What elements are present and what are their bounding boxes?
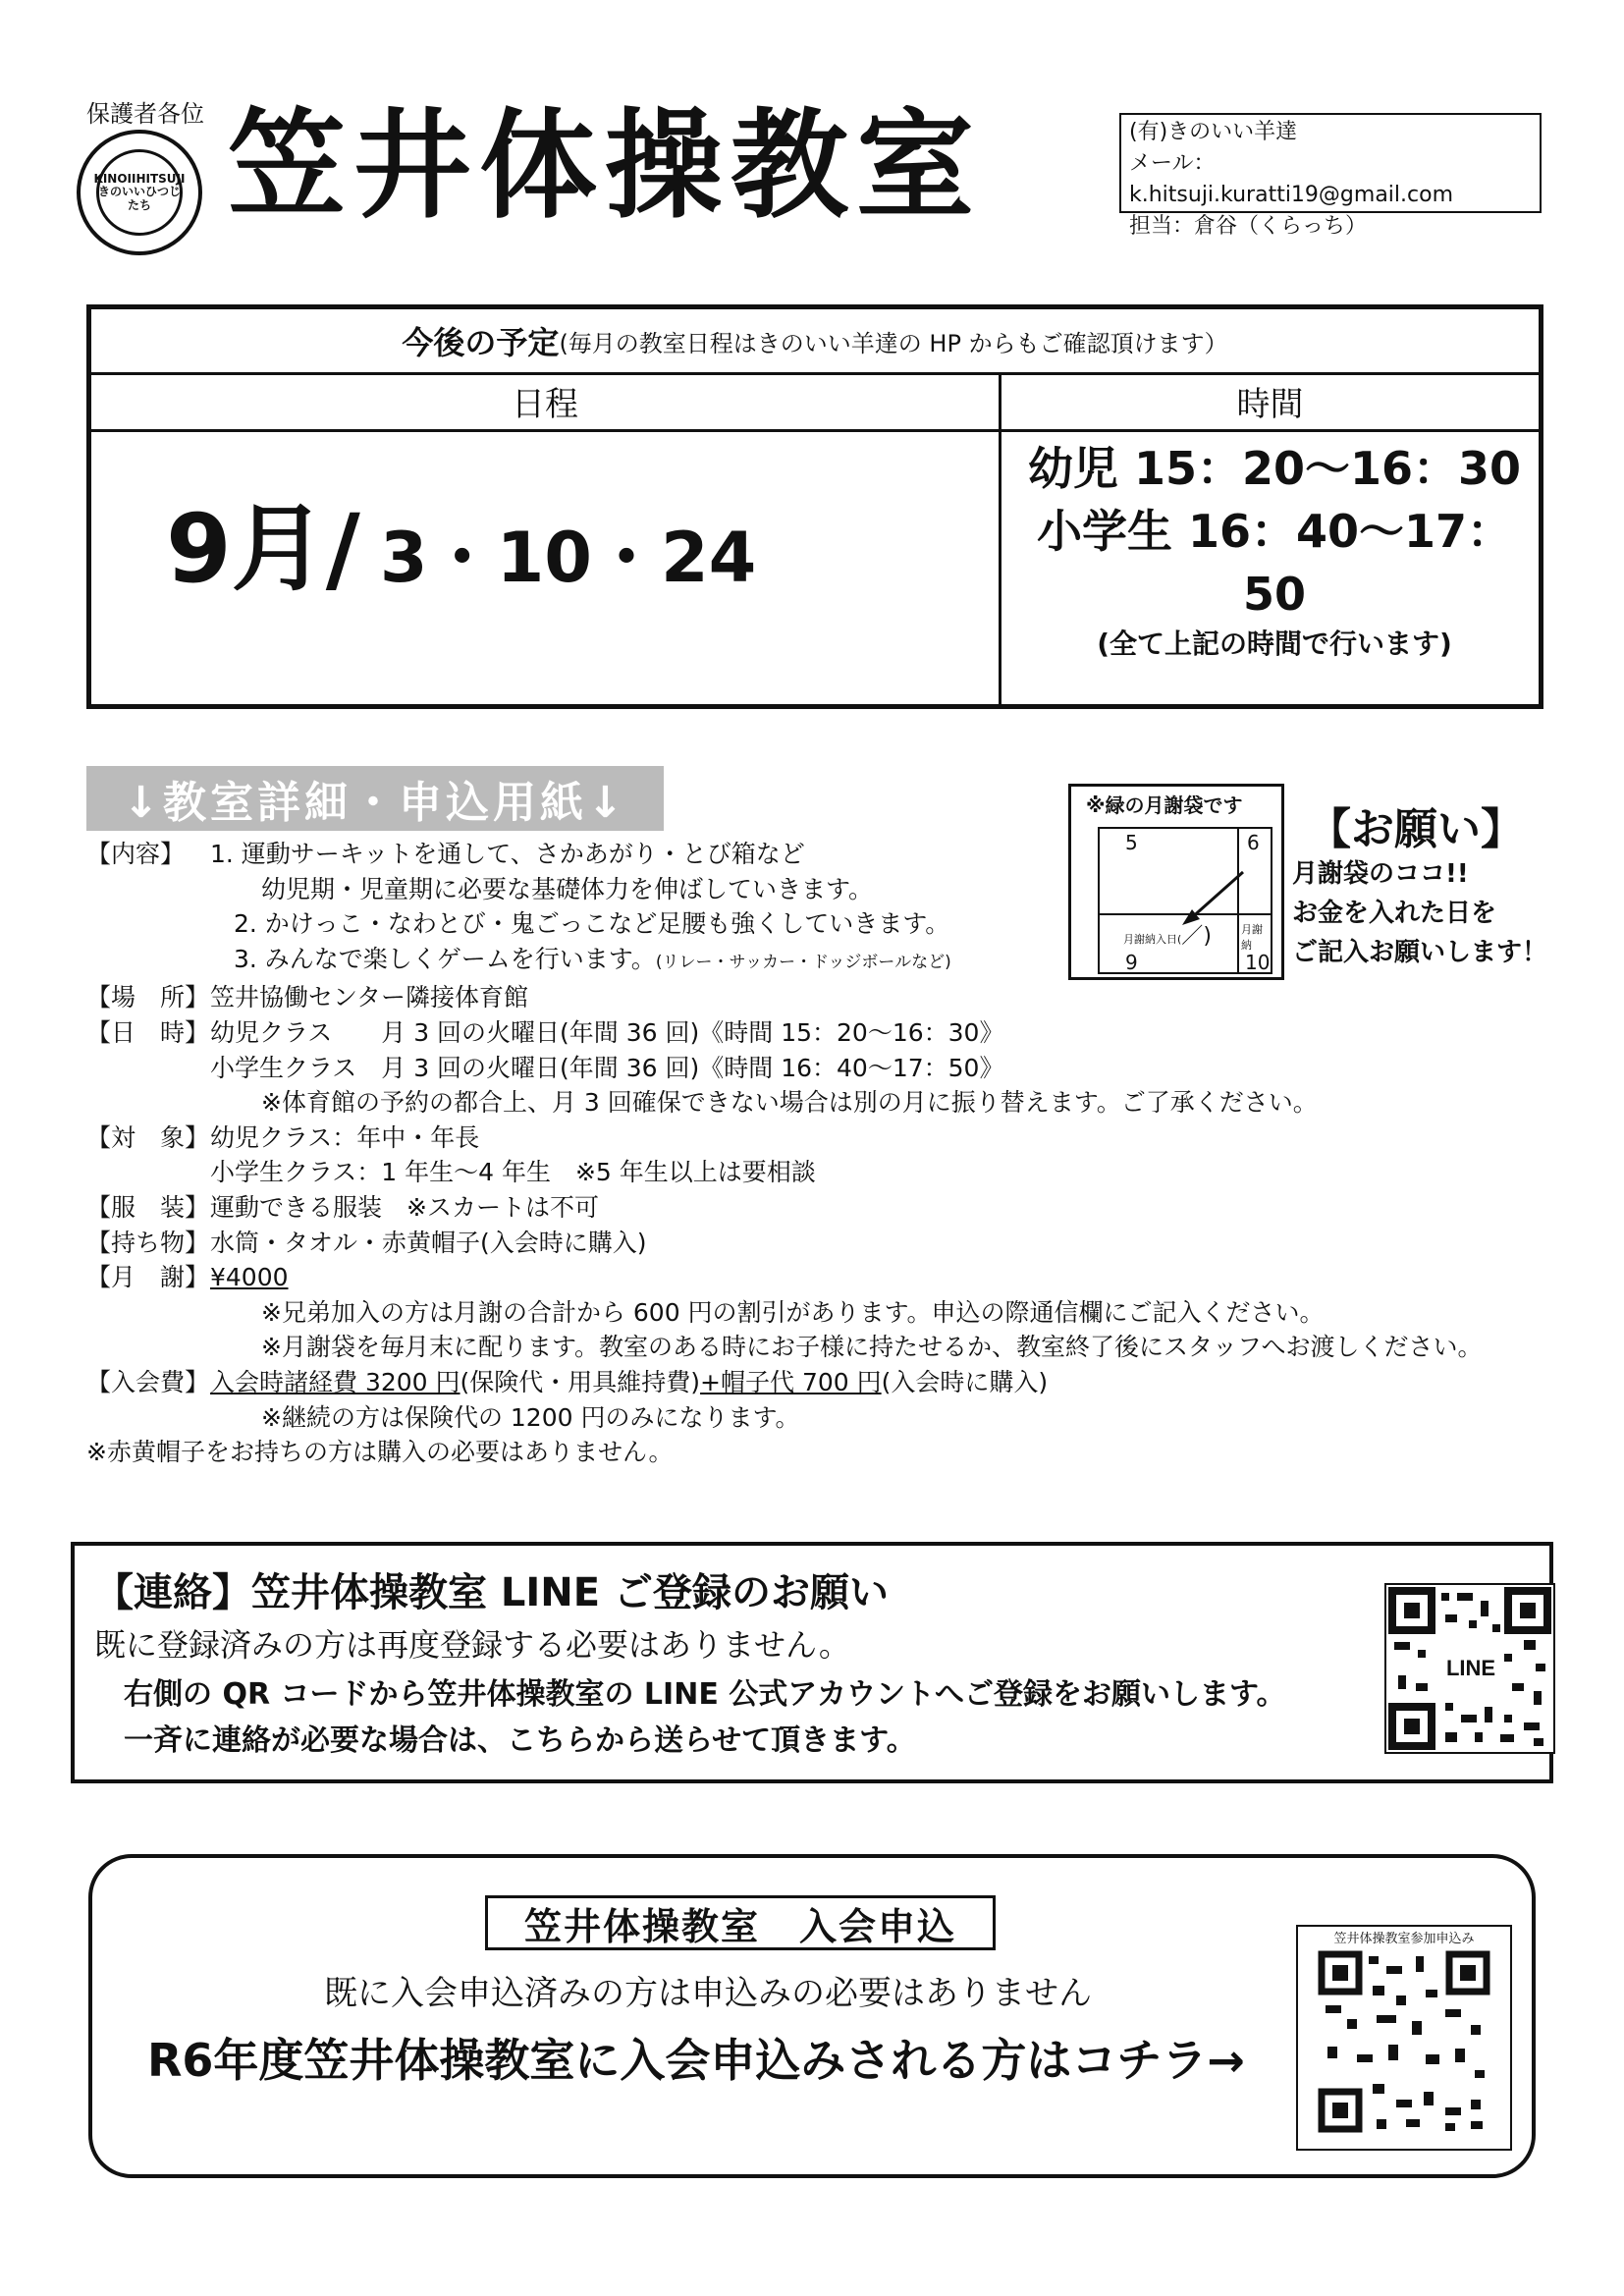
envelope-paid-date-label: 月謝納入日(: [1123, 933, 1182, 946]
time-school: 小学生 16：40～17：50: [1036, 505, 1513, 621]
join-title: 笠井体操教室 入会申込: [485, 1895, 996, 1950]
envelope-cell-6: 6: [1247, 831, 1260, 854]
entry-row: [86, 1365, 1166, 1400]
column-header-time: 時間: [1001, 372, 1539, 432]
schedule-heading-note: (毎月の教室日程はきのいい羊達の HP からもご確認頂けます）: [559, 329, 1228, 357]
entry-fee-detail: (保険代・用具維持費): [460, 1367, 701, 1396]
content-item-3: [86, 942, 1166, 981]
contact-company: (有)きのいい羊達: [1129, 120, 1298, 144]
content-item-1: 1. 運動サーキットを通して、さかあがり・とび箱など: [210, 840, 805, 868]
date-note: ※体育館の予約の都合上、月 3 回確保できない場合は別の月に振り替えます。ご了承ください。: [261, 1088, 1318, 1118]
date-label: 【日 時】: [86, 1017, 210, 1047]
join-qr-caption: 笠井体操教室参加申込み: [1333, 1932, 1475, 1946]
entry-value: [210, 1365, 1048, 1400]
entry-label: 【入会費】: [86, 1367, 210, 1396]
clothes-row: [86, 1190, 1166, 1226]
join-qr-code[interactable]: [1296, 1925, 1512, 2151]
clothes-label: 【服 装】: [86, 1192, 210, 1222]
date-kids: 幼児クラス 月 3 回の火曜日(年間 36 回)《時間 15：20～16：30》: [210, 1017, 1004, 1047]
envelope-cell-10: 10: [1245, 951, 1271, 974]
place-row: [86, 980, 1166, 1015]
content-item-3-text: 3. みんなで楽しくゲームを行います。: [234, 944, 656, 973]
place-value: 笠井協働センター隣接体育館: [210, 983, 529, 1012]
fee-note-1: ※兄弟加入の方は月謝の合計から 600 円の割引があります。申込の際通信欄にご記入ください。: [261, 1297, 1325, 1327]
content-item-3-note: (リレー・サッカー・ドッジボールなど): [655, 952, 951, 972]
school-logo: [77, 130, 202, 255]
column-divider: [999, 429, 1001, 704]
items-row: [86, 1226, 1166, 1261]
target-label: 【対 象】: [86, 1122, 210, 1152]
schedule-table: [86, 304, 1543, 709]
request-line-3: ご記入お願いします！: [1292, 938, 1548, 967]
join-text-1: 既に入会申込済みの方は申込みの必要はありません: [324, 1974, 1092, 2013]
join-text-2[interactable]: R6年度笠井体操教室に入会申込みされる方はコチラ→: [147, 2034, 1245, 2087]
request-text: [1292, 854, 1547, 972]
schedule-heading-bold: 今後の予定: [402, 324, 560, 361]
arrow-icon: [1178, 868, 1247, 927]
fee-note-2: ※月謝袋を毎月末に配ります。教室のある時にお子様に持たせるか、教室終了後にスタッフへお渡しください。: [261, 1333, 1483, 1362]
envelope-label: ※緑の月謝袋です: [1086, 793, 1243, 817]
envelope-cell-5: 5: [1125, 831, 1138, 854]
column-header-date: 日程: [91, 372, 1001, 432]
time-note: (全て上記の時間で行います): [1097, 628, 1452, 660]
request-line-1: 月謝袋のココ!!: [1292, 859, 1469, 889]
schedule-dates: [166, 474, 756, 609]
schedule-days: 3・10・24: [379, 518, 757, 598]
fee-row: [86, 1260, 1166, 1295]
target-row: [86, 1121, 1166, 1156]
contact-person: 担当：倉谷（くらっち）: [1129, 214, 1368, 239]
content-item-1b: 幼児期・児童期に必要な基礎体力を伸ばしていきます。: [261, 874, 874, 903]
target-kids: 幼児クラス：年中・年長: [210, 1122, 480, 1152]
entry-hat-fee: +帽子代 700 円: [700, 1367, 882, 1396]
fee-value: ¥4000: [210, 1263, 289, 1292]
contact-box: [1119, 113, 1542, 239]
entry-fee: 入会時諸経費 3200 円: [210, 1367, 460, 1396]
target-school: 小学生クラス：1 年生～4 年生 ※5 年生以上は要相談: [210, 1158, 816, 1187]
envelope-close-paren: ): [1203, 924, 1212, 949]
request-title: 【お願い】: [1308, 804, 1524, 854]
request-line-2: お金を入れた日を: [1292, 899, 1497, 928]
details-banner: ↓教室詳細・申込用紙↓: [86, 766, 664, 831]
place-label: 【場 所】: [86, 983, 210, 1012]
items-label: 【持ち物】: [86, 1228, 210, 1257]
line-text-3: 一斉に連絡が必要な場合は、こちらから送らせて頂きます。: [124, 1723, 916, 1758]
line-qr-code[interactable]: [1384, 1583, 1555, 1754]
schedule-times: [1009, 437, 1540, 663]
date-school: 小学生クラス 月 3 回の火曜日(年間 36 回)《時間 16：40～17：50》: [210, 1053, 1004, 1082]
schedule-month: 9月/: [166, 494, 360, 604]
entry-note: ※継続の方は保険代の 1200 円のみになります。: [261, 1402, 800, 1432]
items-value: 水筒・タオル・赤黄帽子(入会時に購入): [210, 1228, 647, 1257]
content-item-2: 2. かけっこ・なわとび・鬼ごっこなど足腰も強くしていきます。: [234, 909, 950, 939]
date-row: [86, 1015, 1166, 1051]
envelope-paid-short: 月謝納: [1241, 923, 1263, 952]
page-title: 笠井体操教室: [228, 98, 982, 235]
content-label: 【内容】: [86, 840, 186, 868]
envelope-cell-9: 9: [1125, 951, 1138, 974]
contact-email[interactable]: メール：k.hitsuji.kuratti19@gmail.com: [1129, 151, 1454, 207]
envelope-grid: [1098, 827, 1272, 974]
content-row: [86, 837, 1166, 872]
logo-text: KINOIIHITSUJI きのいいひつじたち: [96, 149, 183, 236]
entry-hat-note: (入会時に購入): [881, 1367, 1049, 1396]
schedule-heading: [91, 309, 1539, 375]
line-text-1: 既に登録済みの方は再度登録する必要はありません。: [94, 1626, 850, 1664]
time-kids: 幼児 15：20～16：30: [1027, 442, 1522, 495]
hat-note: ※赤黄帽子をお持ちの方は購入の必要はありません。: [86, 1438, 674, 1467]
envelope-slash: ／: [1181, 924, 1204, 949]
line-text-2: 右側の QR コードから笠井体操教室の LINE 公式アカウントへご登録をお願いします。: [124, 1677, 1286, 1712]
line-title: 【連絡】笠井体操教室 LINE ご登録のお願い: [94, 1570, 890, 1615]
fee-label: 【月 謝】: [86, 1263, 210, 1292]
clothes-value: 運動できる服装 ※スカートは不可: [210, 1192, 599, 1222]
audience-label: 保護者各位: [86, 100, 204, 128]
qr-line-label: LINE: [1445, 1656, 1496, 1680]
